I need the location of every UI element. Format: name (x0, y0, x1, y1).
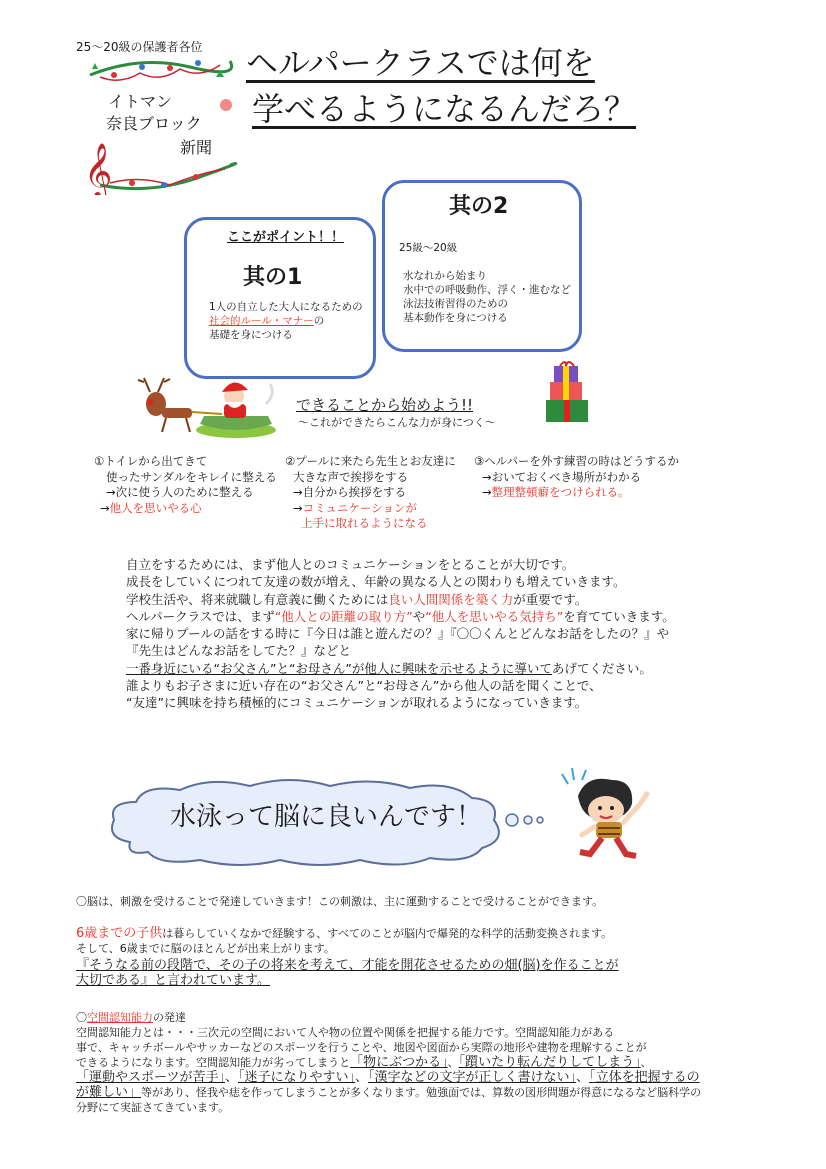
underlined-text: と言われています。 (154, 973, 270, 988)
text: ヘルパークラスでは、まず (126, 608, 275, 624)
gift-boxes-illustration (542, 358, 592, 424)
brain-line: そして、6歳までに脳のほとんどが出来上がります。 (76, 942, 335, 955)
text: 〇 (76, 1011, 87, 1024)
box1-red-text: 社会的ルール・マナー (209, 315, 314, 327)
tip-line: ③ヘルパーを外す練習の時はどうするか (474, 454, 680, 468)
box1-line-2-rest: の (313, 315, 325, 327)
tip-result (285, 501, 456, 517)
red-text: 良い人間関係を築く力 (388, 591, 514, 607)
tip-result (474, 485, 679, 501)
tip-line: →自分から挨拶をする (293, 485, 407, 499)
body-paragraph (126, 608, 696, 625)
box1-line-2 (209, 314, 363, 328)
text: 、 (447, 1056, 459, 1069)
body-paragraph: 自立をするためには、まず他人とのコミュニケーションをとることが大切です。 (126, 557, 575, 572)
arrow: → (100, 500, 110, 515)
spatial-line (76, 1055, 766, 1070)
brain-quote: 『そうなる前の段階で、その子の将来を考えて、才能を開花させるための畑(脳)を作ることが (76, 958, 619, 973)
body-paragraph (126, 591, 696, 608)
arrow: → (482, 485, 492, 499)
spatial-line (76, 1085, 766, 1100)
tip-red-text: コミュニケーションが (302, 500, 417, 515)
body-paragraph: 『先生はどんなお話をしてた？』などと (126, 643, 352, 659)
text: あげてください。 (551, 660, 652, 676)
underlined-text: が難しい」 (76, 1085, 142, 1100)
box1-line-1: 1人の自立した大人になるための (209, 301, 363, 313)
underlined-text: 一番身近にいる“お父さん”と“お母さん”が他人に興味を示せるように導いて (126, 660, 552, 676)
red-text: “他人との距離の取り方” (274, 608, 413, 624)
spatial-line: 分野にて実証さてきています。 (76, 1101, 230, 1114)
body-paragraph (126, 660, 696, 677)
headline-line-2: 学べるようになるんだろ？ (252, 90, 637, 128)
body-paragraph: 誰よりもお子さまに近い存在の“お父さん”と“お母さん”から他人の話を聞くことで、 (126, 678, 602, 694)
underlined-text: 「立体を把握するの (589, 1070, 700, 1085)
text: 、 (640, 1056, 652, 1069)
underlined-text: 「漢字などの文字が正しく書けない」 (368, 1070, 577, 1085)
box1-title: 其の1 (243, 265, 303, 290)
point-label: ここがポイント！！ (227, 230, 345, 245)
tip-red-text: 整理整頓癖をつけられる。 (491, 485, 630, 499)
spatial-line: 「運動やスポーツが苦手」、「迷子になりやすい」、「漢字などの文字が正しく書けない」、「立体を把握するの (76, 1070, 700, 1085)
point-box-2 (382, 180, 582, 352)
text: の発達 (153, 1011, 186, 1024)
point-box-1 (184, 217, 376, 379)
tip-line: 大きな声で挨拶をする (293, 469, 408, 484)
masthead-line-3: 新聞 (180, 138, 213, 157)
text: を育てていきます。 (563, 608, 675, 624)
box2-title: 其の2 (449, 194, 509, 219)
underlined-text: 大切である』 (76, 973, 155, 988)
start-section-caption: ～これができたらこんな力が身につく～ (298, 416, 496, 429)
tip-3 (474, 454, 679, 501)
brain-section (76, 926, 619, 988)
body-text (126, 556, 696, 712)
text: は暮らしていくなかで経験する、すべてのことが脳内で爆発的な科学的活動変換されます。 (162, 927, 613, 940)
text: や (412, 608, 426, 624)
text: が重要です。 (513, 591, 588, 607)
headline (246, 40, 636, 132)
tip-red-text: 他人を思いやる心 (109, 500, 202, 515)
tip-2 (285, 454, 456, 532)
text: 学校生活や、将来就職し有意義に働くためには (126, 591, 389, 607)
spatial-line: 事で、キャッチボールやサッカーなどのスポーツを行うことや、地図や図面から実際の地形や建物を理解することが (76, 1041, 647, 1054)
box1-line-3: 基礎を身につける (209, 329, 293, 341)
svg-text:𝄞: 𝄞 (84, 143, 113, 195)
headline-line-1: ヘルパークラスでは何を (246, 44, 595, 82)
body-paragraph: 成長をしていくにつれて友達の数が増え、年齢の異なる人との関わりも増えていきます。 (126, 574, 626, 590)
spatial-section (76, 1010, 766, 1115)
brain-intro: 〇脳は、刺激を受けることで発達していきます！この刺激は、主に運動することで受けることができます。 (76, 895, 604, 908)
body-paragraph: “友達”に興味を持ち積極的にコミュニケーションが取れるようになっていきます。 (126, 695, 588, 711)
tip-line: 使ったサンダルをキレイに整える (106, 469, 277, 484)
box2-line: 基本動作を身につける (403, 312, 508, 324)
brain-line (76, 926, 619, 941)
arrow: → (293, 500, 303, 515)
tip-1 (94, 454, 277, 516)
start-section-title: できることから始めよう!! (296, 396, 474, 414)
tip-line: ①トイレから出てきて (94, 454, 208, 468)
box1-text (209, 300, 363, 342)
tip-line: →おいておくべき場所がわかる (482, 469, 642, 484)
text: 等があり、怪我や痣を作ってしまうことが多くなります。勉強面では、算数の図形問題が得意になるなど脳科学の (141, 1086, 702, 1099)
body-paragraph: 家に帰りプールの話をする時に『今日は誰と遊んだの？』『〇〇くんとどんなお話をしたの？』や (126, 626, 670, 642)
spatial-heading (76, 1010, 766, 1025)
tip-red-text: 上手に取れるようになる (301, 516, 428, 530)
red-text: “他人を思いやる気持ち” (425, 608, 564, 624)
underlined-text: 「迷子になりやすい」 (238, 1070, 356, 1085)
box2-line: 水中での呼吸動作、浮く・進むなど (403, 284, 571, 296)
masthead-line-2: 奈良ブロック (106, 114, 202, 133)
masthead-line-1: イトマン (108, 92, 173, 111)
box2-text (403, 269, 571, 325)
spatial-line: 空間認知能力とは・・・三次元の空間において人や物の位置や関係を把握する能力です。空間認知能力がある (76, 1026, 615, 1039)
red-text: 空間認知能力 (87, 1011, 153, 1024)
cloud-text: 水泳って脳に良いんです！ (170, 802, 483, 832)
audience-label: 25～20級の保護者各位 (76, 40, 203, 54)
box2-grade: 25級～20級 (399, 242, 458, 254)
underlined-text: 「躓いたり転んだりしてしまう」 (458, 1055, 641, 1070)
santa-sleigh-illustration (136, 374, 286, 440)
box2-line: 水なれから始まり (403, 270, 487, 282)
tip-line: ②プールに来たら先生とお友達に (285, 454, 456, 468)
tip-result (94, 501, 277, 517)
box2-line: 泳法技術習得のための (403, 298, 508, 310)
underlined-text: 「運動やスポーツが苦手」 (76, 1070, 225, 1085)
text: できるようになります。空間認知能力が劣ってしまうと (76, 1056, 351, 1069)
brain-quote-end (76, 973, 619, 988)
newsletter-masthead (80, 55, 240, 195)
running-boy-illustration (556, 766, 660, 862)
underlined-text: 「物にぶつかる」 (350, 1055, 448, 1070)
tip-line: →次に使う人のために整える (106, 485, 254, 499)
red-text: 6歳までの子供 (76, 926, 163, 941)
